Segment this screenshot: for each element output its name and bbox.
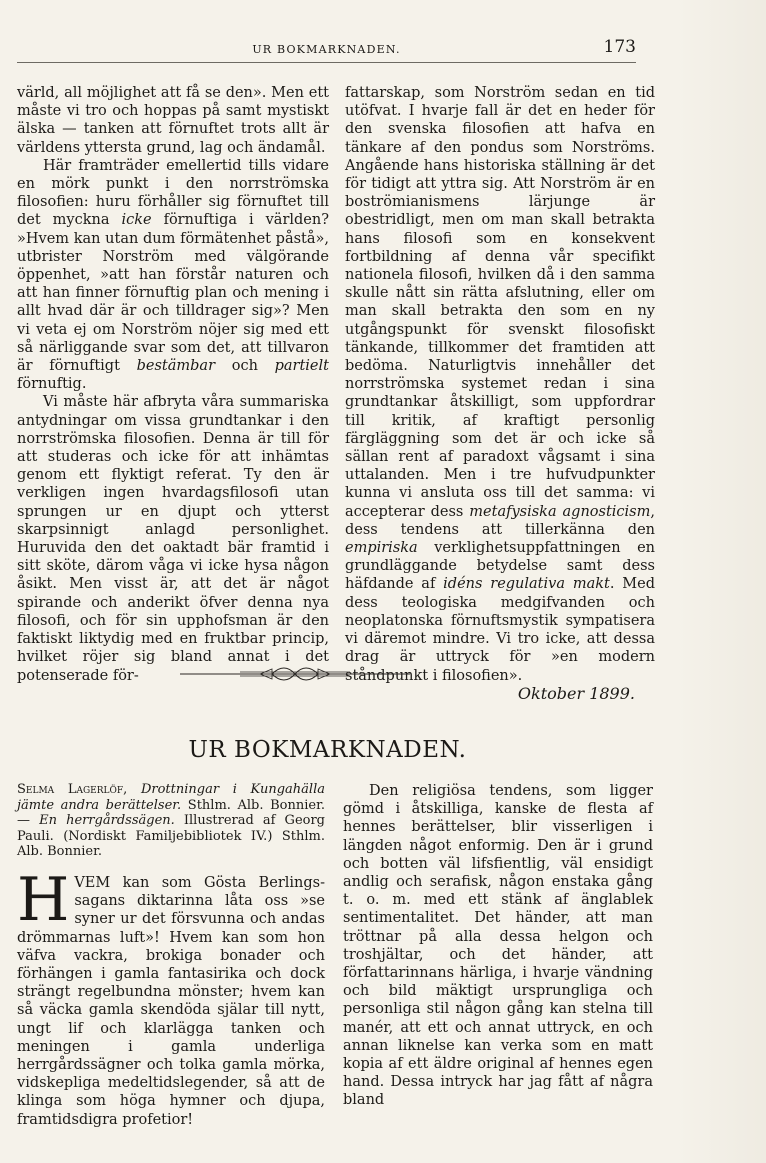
- column-left-top: [17, 84, 329, 685]
- italic-run: bestämbar: [136, 358, 216, 375]
- column-right-bottom: [343, 782, 653, 1110]
- text-run: förnuftiga i världen? »Hvem kan utan dum förmätenhet påstå», utbrister Norström med välgörande öppenhet, »att han förstår naturen och att han finner förnuftig plan och mening i allt hvad där är och tilldrager sig»? Men vi veta ej om Norström nöjer sig med ett så närliggande svar som det, att tillvaron är förnuftigt: [17, 212, 329, 375]
- italic-run: idéns regulativa makt: [443, 576, 610, 593]
- page-header: [17, 37, 636, 63]
- text-run: värld, all möjlighet att få se den». Men ett måste vi tro och hoppas på samt mystiskt älska — tanken att förnuftet trots allt är världens yttersta grund, lag och ändamål.: [17, 85, 329, 156]
- section-divider-ornament: [180, 663, 410, 685]
- paragraph: [17, 864, 325, 1129]
- book-title: En herrgårdssägen.: [39, 813, 175, 829]
- paragraph: Den religiösa tendens, som ligger gömd i åtskilliga, kanske de flesta af hennes berättelser, blir visserligen i längden något enformig. Den är i grund och botten väl lifsfientlig, väl ensidigt andlig och serafisk, någon enstaka gång t. o. m. med ett stänk af änglablek sentimentalitet. Det händer, att man tröttnar på alla dessa helgon och troshjältar, och det händer, att författarinnans härliga, i hvarje vändning och bild mäktigt ursprungliga och personliga stil någon gång kan stelna till manér, att ett och annat uttryck, en och annan liknelse kan verka som en matt kopia af ett äldre original af hennes egen hand. Dessa intryck har jag fått af några bland: [343, 783, 653, 1109]
- text-run: Här framträder emellertid tills vidare en mörk punkt i den norrströmska filosofien: huru förhåller sig förnuftet till det myckna: [17, 157, 329, 229]
- drop-cap: H: [17, 864, 70, 935]
- text-run: VEM kan som Gösta Berlings-sagans diktarinna låta oss »se syner ur det försvunna och andas drömmarnas luft»! Hvem kan som hon väfva vackra, brokiga bonader och förhängen i gamla fantasirika och dock strängt regelbundna mönster; hvem kan så väcka gamla skendöda själar till nytt, ungt lif och klarlägga tanken och meningen i gamla underliga herrgårdssägner och tolka gamla mörka, vidskepliga medeltidslegender, så att de klinga som höga hymner och djupa, framtidsdigra profetior!: [17, 874, 325, 1128]
- text-run: verklighetsuppfattningen en grundläggande betydelse samt dess häfdande af: [345, 540, 655, 593]
- running-title: UR BOKMARKNADEN.: [252, 43, 401, 56]
- paragraph: [345, 84, 655, 685]
- italic-run: empiriska: [345, 540, 418, 557]
- book-title: Drottningar i Kungahälla jämte andra berättelser.: [17, 782, 325, 813]
- column-right-top: [345, 84, 655, 703]
- text-run: och: [215, 358, 275, 375]
- author-name: Selma Lagerlöf,: [17, 782, 128, 797]
- paragraph: [17, 84, 329, 157]
- text-run: , dess tendens att tillerkänna den: [345, 503, 655, 538]
- italic-run: partielt: [274, 358, 329, 375]
- text-run: fattarskap, som Norström sedan en tid utöfvat. I hvarje fall är det en heder för den svenska filosofien att hafva en tänkare af den pondus som Norströms. Angående hans historiska ställning är det för tidigt att yttra sig. Att Norström är en boströmianismens lärjunge är obestridligt, men om man skall betrakta hans filosofi som en konsekvent fortbildning af denna vår specifikt nationela filosofi, hvilken då i den samma skulle nått sin rätta afslutning, eller om man skall betrakta den som en ny utgångspunkt för svenskt filosofiskt tänkande, tillkommer det framtiden att bedöma. Naturligtvis innehåller det norrströmska systemet redan i sina grundtankar åtskilligt, som uppfordrar till kritik, af kraftigt personlig färgläggning som det är och icke så sällan rent af paradoxt vågsamt i sina uttalanden. Men i tre hufvudpunkter kunna vi ansluta oss till det samma: vi accepterar dess: [345, 85, 655, 520]
- italic-run: metafysiska agnosticism: [469, 503, 651, 520]
- article-date: Oktober 1899.: [517, 683, 635, 703]
- paragraph: Vi måste här afbryta våra summariska antydningar om vissa grundtankar i den norrströmska filosofien. Denna är till för att studeras och icke för att inhämtas genom ett flyktigt referat. Ty den är verkligen ingen hvardagsfilosofi utan sprungen ur en djupt och ytterst skarpsinnigt anlagd personlighet. Huruvida den det oaktadt bär framtid i sitt sköte, därom våga vi icke hysa någon åsikt. Men visst är, att det är något spirande och anderikt öfver denna nya filosofi, och för sin upphofsman är den faktiskt liktydig med en fruktbar princip, hvilket röjer sig bland annat i det potenserade för-: [17, 394, 329, 684]
- section-title: UR BOKMARKNADEN.: [188, 737, 467, 763]
- page-edge-shading: [676, 0, 766, 1163]
- italic-run: icke: [121, 212, 152, 229]
- text-run: . Med dess teologiska medgifvanden och neoplatonska förnuftsmystik sympatisera vi däremot mindre. Vi tro icke, att dessa drag är uttryck för »en modern ståndpunkt i filosofien».: [345, 576, 655, 684]
- publisher-info: Sthlm. Alb. Bonnier. —: [17, 797, 326, 829]
- publisher-info: Illustrerad af Georg Pauli. (Nordiskt Familjebibliotek IV.) Sthlm. Alb. Bonnier.: [17, 813, 325, 860]
- text-run: förnuftig.: [17, 376, 87, 393]
- page-number: 173: [603, 37, 636, 57]
- book-reference: [17, 782, 325, 860]
- column-left-bottom: [17, 782, 325, 1129]
- paragraph: [17, 157, 329, 394]
